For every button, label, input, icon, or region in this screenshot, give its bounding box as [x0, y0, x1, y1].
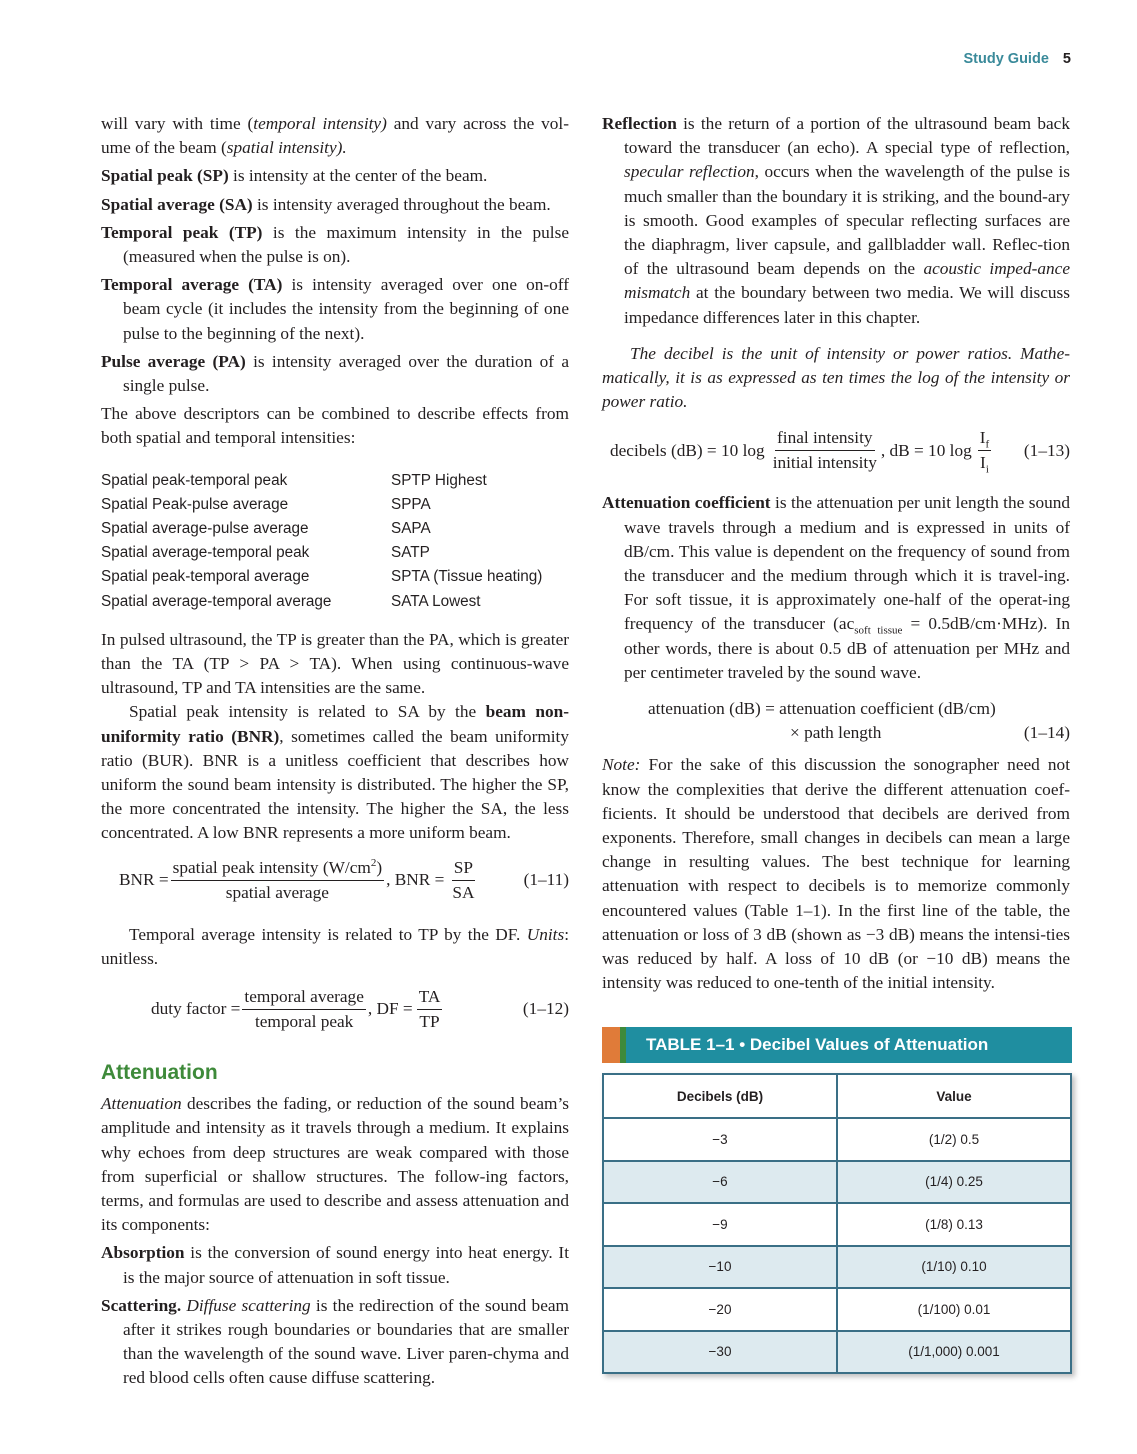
definition-absorption: Absorption is the conversion of sound energy into heat energy. It is the major source of attenuation in soft tissue. — [101, 1243, 569, 1287]
table-title: TABLE 1–1 • Decibel Values of Attenuation — [646, 1035, 989, 1054]
duty-factor-paragraph: Temporal average intensity is related to TP by the DF. Units: unitless. — [101, 924, 569, 968]
table-header-row — [603, 1074, 1071, 1118]
column-header-value: Value — [837, 1074, 1071, 1118]
equation-number: (1–13) — [1023, 440, 1070, 460]
table-row: −30 (1/1,000) 0.001 — [603, 1331, 1071, 1374]
definition-sp: Spatial peak (SP) is intensity at the center of the beam. — [101, 166, 488, 186]
bnr-paragraph: Spatial peak intensity is related to SA by the beam non-uniformity ratio (BNR), sometimes called the beam uniformity ratio (BUR). BNR is a unitless coefficient that describes how uniform the sound beam intensity is distributed. The higher the SP, the more concentrated the intensity. The higher the SA, the less concentrated. A low BNR represents a more uniform beam. — [101, 702, 570, 843]
definition-tp: Temporal peak (TP) is the maximum intensity in the pulse (measured when the pulse is on). — [101, 222, 569, 267]
definition-reflection: Reflection is the return of a portion of the ultrasound beam back toward the transducer (an echo). A special type of reflection, specular reflection, occurs when the wavelength of the pulse is much smaller than the boundary it is striking, and the bound-ary is smooth. Good examples of specular reflecting surfaces are the diaphragm, liver capsule, and gallbladder wall. Reflec-tion of the ultrasound beam depends on the acoustic imped-ance mismatch at the boundary between two media. We will discuss impedance differences later in this chapter. — [602, 114, 1070, 327]
equation-1-14: attenuation (dB) = attenuation coefficient (dB/cm) × path length (1–14) — [602, 697, 1070, 745]
definition-scattering: Scattering. Diffuse scattering is the redirection of the sound beam after it strikes rough boundaries or boundaries that are smaller than the wavelength of the sound wave. Liver paren-chyma and red blood cells often cause diffuse scattering. — [101, 1295, 569, 1388]
green-stripe — [620, 1027, 626, 1063]
right-column — [602, 112, 1070, 996]
equation-1-11: BNR = $\frac{spatial peak intensity (W/cm^2)}{\text{spatial average}}$ , BNR = $\frac{SP}{SA}$ (1–11) — [119, 856, 569, 902]
table-row: −9 (1/8) 0.13 — [603, 1203, 1071, 1246]
acronym-row: Spatial Peak-pulse average SPPA — [101, 495, 431, 513]
equation-1-13: decibels (dB) = 10 log $\frac{\text{final intensity}}{\text{initial intensity}}$ , dB = 10 log $\frac{I_f}{I_i}$ (1–13) — [610, 428, 1070, 476]
page-number: 5 — [1062, 51, 1071, 67]
definition-sa: Spatial average (SA) is intensity averaged throughout the beam. — [101, 194, 551, 214]
decibel-table — [602, 1073, 1072, 1374]
left-column — [101, 112, 569, 1391]
acronym-list — [101, 469, 569, 614]
orange-stripe — [602, 1027, 620, 1063]
definition-attenuation-coefficient: Attenuation coefficient is the attenuation per unit length the sound wave travels through a medium and is expressed in units of dB/cm. This value is dependent on the frequency of sound from the transducer and the medium through which it is travel-ing. For soft tissue, it is approximately one-half of the operat-ing frequency of the transducer $(ac_{soft tissue} = 0.5dB/cm\cdot MHz)$. In other words, there is about 0.5 dB of attenuation per MHz and per centimeter traveled by the sound wave. — [602, 493, 1071, 682]
table-title-bar — [602, 1027, 1072, 1063]
decibel-table-box — [602, 1027, 1072, 1374]
acronym-row: Spatial peak-temporal average SPTA (Tissue heating) — [101, 568, 543, 586]
table-row: −6 (1/4) 0.25 — [603, 1161, 1071, 1204]
running-head-title: Study Guide — [963, 51, 1049, 67]
column-header-decibels: Decibels (dB) — [603, 1074, 837, 1118]
table-row: −3 (1/2) 0.5 — [603, 1118, 1071, 1161]
table-row: −20 (1/100) 0.01 — [603, 1288, 1071, 1331]
section-heading-attenuation: Attenuation — [101, 1061, 218, 1085]
intro-paragraph: will vary with time (temporal intensity) and vary across the vol-ume of the beam (spatial intensity). — [101, 114, 569, 158]
acronym-row: Spatial peak-temporal peak SPTP Highest — [101, 471, 487, 489]
combined-paragraph: The above descriptors can be combined to describe effects from both spatial and temporal intensities: — [101, 404, 569, 448]
acronym-row: Spatial average-temporal peak SATP — [101, 544, 430, 562]
attenuation-paragraph: Attenuation describes the fading, or reduction of the sound beam’s amplitude and intensity as it travels through a medium. It explains why echoes from deep structures are weak compared with those from superficial or shallow structures. The follow-ing factors, terms, and formulas are used to describe and assess attenuation and its components: — [101, 1094, 569, 1235]
equation-number: (1–12) — [522, 999, 569, 1019]
running-head — [963, 51, 1071, 67]
acronym-row: Spatial average-temporal average SATA Lowest — [101, 592, 481, 610]
equation-1-12: duty factor = $\frac{\text{temporal average}}{\text{temporal peak}}$ , DF = $\frac{TA}{TP}$ (1–12) — [151, 987, 569, 1032]
definition-pa: Pulse average (PA) is intensity averaged over the duration of a single pulse. — [101, 351, 569, 396]
table-row: −10 (1/10) 0.10 — [603, 1246, 1071, 1289]
acronym-row: Spatial average-pulse average SAPA — [101, 520, 431, 538]
decibel-definition: The decibel is the unit of intensity or power ratios. Mathe-matically, it is as expressed as ten times the log of the intensity or power ratio. — [602, 343, 1070, 412]
note-paragraph: Note: For the sake of this discussion the sonographer need not know the complexities that derive the different attenuation coef-ficients. It should be understood that decibels are derived from exponents. Therefore, small changes in decibels can mean a large change in resulting values. The best technique for learning attenuation with respect to decibels is to memorize commonly encountered values (Table 1–1). In the first line of the table, the attenuation or loss of 3 dB (shown as −3 dB) means the intensi-ties was reduced by half. A loss of 10 dB (or −10 dB) means the intensity was reduced to one-tenth of the initial intensity. — [602, 755, 1070, 993]
definition-ta: Temporal average (TA) is intensity averaged over one on-off beam cycle (it includes the intensity from the beginning of one pulse to the beginning of the next). — [101, 275, 569, 343]
pulsed-paragraph: In pulsed ultrasound, the TP is greater than the PA, which is greater than the TA (TP > PA > TA). When using continuous-wave ultrasound, TP and TA intensities are the same. — [101, 629, 569, 698]
equation-number: (1–11) — [523, 870, 569, 890]
equation-number: (1–14) — [1023, 723, 1070, 743]
